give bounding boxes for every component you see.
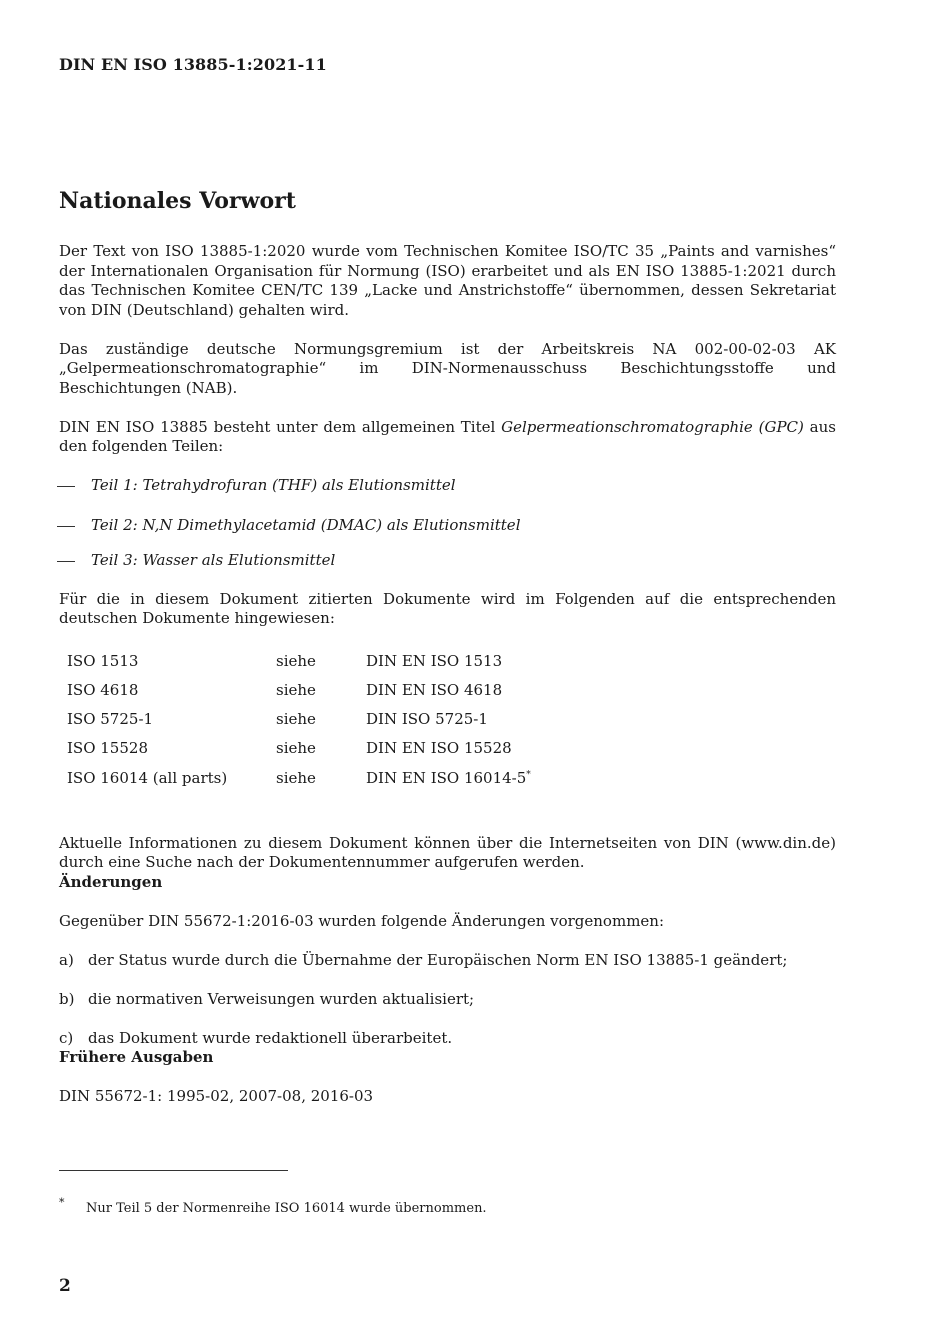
see-label: siehe <box>276 768 316 787</box>
din-ref-text: DIN EN ISO 15528 <box>366 739 512 758</box>
changes-list <box>59 951 836 1049</box>
table-row <box>67 681 666 710</box>
footnote-divider <box>59 1170 288 1171</box>
table-row <box>67 652 666 681</box>
footnote-text: Nur Teil 5 der Normenreihe ISO 16014 wurde übernommen. <box>86 1201 487 1216</box>
changes-intro: Gegenüber DIN 55672-1:2016-03 wurden folgende Änderungen vorgenommen: <box>59 911 665 930</box>
item-text: das Dokument wurde redaktionell überarbeitet. <box>88 1028 453 1047</box>
reference-table <box>67 652 666 798</box>
paragraph-references-intro: Für die in diesem Dokument zitierten Dokumente wird im Folgenden auf die entsprechenden deutschen Dokumente hingewiesen: <box>59 589 836 627</box>
series-text-after: aus den folgenden Teilen: <box>59 417 836 455</box>
list-item <box>59 990 836 1010</box>
list-item <box>57 551 834 571</box>
item-label: c) <box>59 1028 74 1047</box>
main-content <box>59 242 836 1107</box>
see-label: siehe <box>276 710 316 729</box>
list-item <box>59 1029 836 1049</box>
dash-marker <box>57 561 75 562</box>
iso-ref: ISO 1513 <box>67 651 139 670</box>
see-label: siehe <box>276 739 316 758</box>
din-ref <box>366 739 666 768</box>
footnote-marker: * <box>526 769 531 780</box>
series-text-before: DIN EN ISO 13885 besteht unter dem allgemeinen Titel <box>59 417 502 436</box>
item-text: der Status wurde durch die Übernahme der Europäischen Norm EN ISO 13885-1 geändert; <box>88 950 788 969</box>
iso-ref: ISO 16014 (all parts) <box>67 768 228 787</box>
previous-editions-text: DIN 55672-1: 1995-02, 2007-08, 2016-03 <box>59 1087 374 1106</box>
see-label: siehe <box>276 680 316 699</box>
item-text: die normativen Verweisungen wurden aktualisiert; <box>88 989 475 1008</box>
iso-ref: ISO 15528 <box>67 739 148 758</box>
din-ref <box>366 681 666 710</box>
item-label: b) <box>59 989 75 1008</box>
paragraph-origin: Der Text von ISO 13885-1:2020 wurde vom Technischen Komitee ISO/TC 35 „Paints and varnishes“ der Internationalen Organisation für Normung (ISO) erarbeitet und als EN ISO 13885-1:2021 durch das Technischen Komitee CEN/TC 139 „Lacke und Anstrichstoffe“ übernommen, dessen Sekretariat von DIN (Deutschland) gehalten wird. <box>59 242 836 319</box>
iso-ref: ISO 4618 <box>67 680 139 699</box>
din-ref-text: DIN ISO 5725-1 <box>366 710 488 729</box>
paragraph-series <box>59 418 836 457</box>
page-number: 2 <box>59 1276 71 1296</box>
page-title: Nationales Vorwort <box>59 188 296 214</box>
din-ref-text: DIN EN ISO 1513 <box>366 651 503 670</box>
parts-list <box>57 476 834 571</box>
list-item <box>57 476 834 496</box>
document-header-id: DIN EN ISO 13885-1:2021-11 <box>59 55 327 74</box>
previous-editions-heading: Frühere Ausgaben <box>59 1048 214 1067</box>
series-title-italic: Gelpermeationschromatographie (GPC) <box>501 417 804 436</box>
din-ref-text: DIN EN ISO 16014-5 <box>366 768 527 787</box>
list-item <box>57 516 834 536</box>
list-item <box>59 951 836 971</box>
table-row <box>67 710 666 739</box>
din-ref-text: DIN EN ISO 4618 <box>366 680 503 699</box>
item-label: a) <box>59 950 74 969</box>
dash-marker <box>57 526 75 527</box>
part-text: Teil 3: Wasser als Elutionsmittel <box>91 551 336 569</box>
din-ref <box>366 710 666 739</box>
paragraph-online-info: Aktuelle Informationen zu diesem Dokument können über die Internetseiten von DIN (www.din.de) durch eine Suche nach der Dokumentennummer aufgerufen werden. <box>59 833 836 872</box>
footnote-mark: * <box>59 1196 65 1209</box>
part-text: Teil 1: Tetrahydrofuran (THF) als Elutionsmittel <box>91 476 456 494</box>
table-row <box>67 769 666 798</box>
changes-heading: Änderungen <box>59 872 163 891</box>
din-ref <box>366 769 666 798</box>
see-label: siehe <box>276 651 316 670</box>
din-ref <box>366 652 666 681</box>
table-row <box>67 739 666 768</box>
dash-marker <box>57 486 75 487</box>
paragraph-committee: Das zuständige deutsche Normungsgremium ist der Arbeitskreis NA 002-00-02-03 AK „Gelpermeationschromatographie“ im DIN-Normenausschuss Beschichtungsstoffe und Beschichtungen (NAB). <box>59 339 836 397</box>
iso-ref: ISO 5725-1 <box>67 710 154 729</box>
part-text: Teil 2: N,N Dimethylacetamid (DMAC) als Elutionsmittel <box>91 516 521 534</box>
